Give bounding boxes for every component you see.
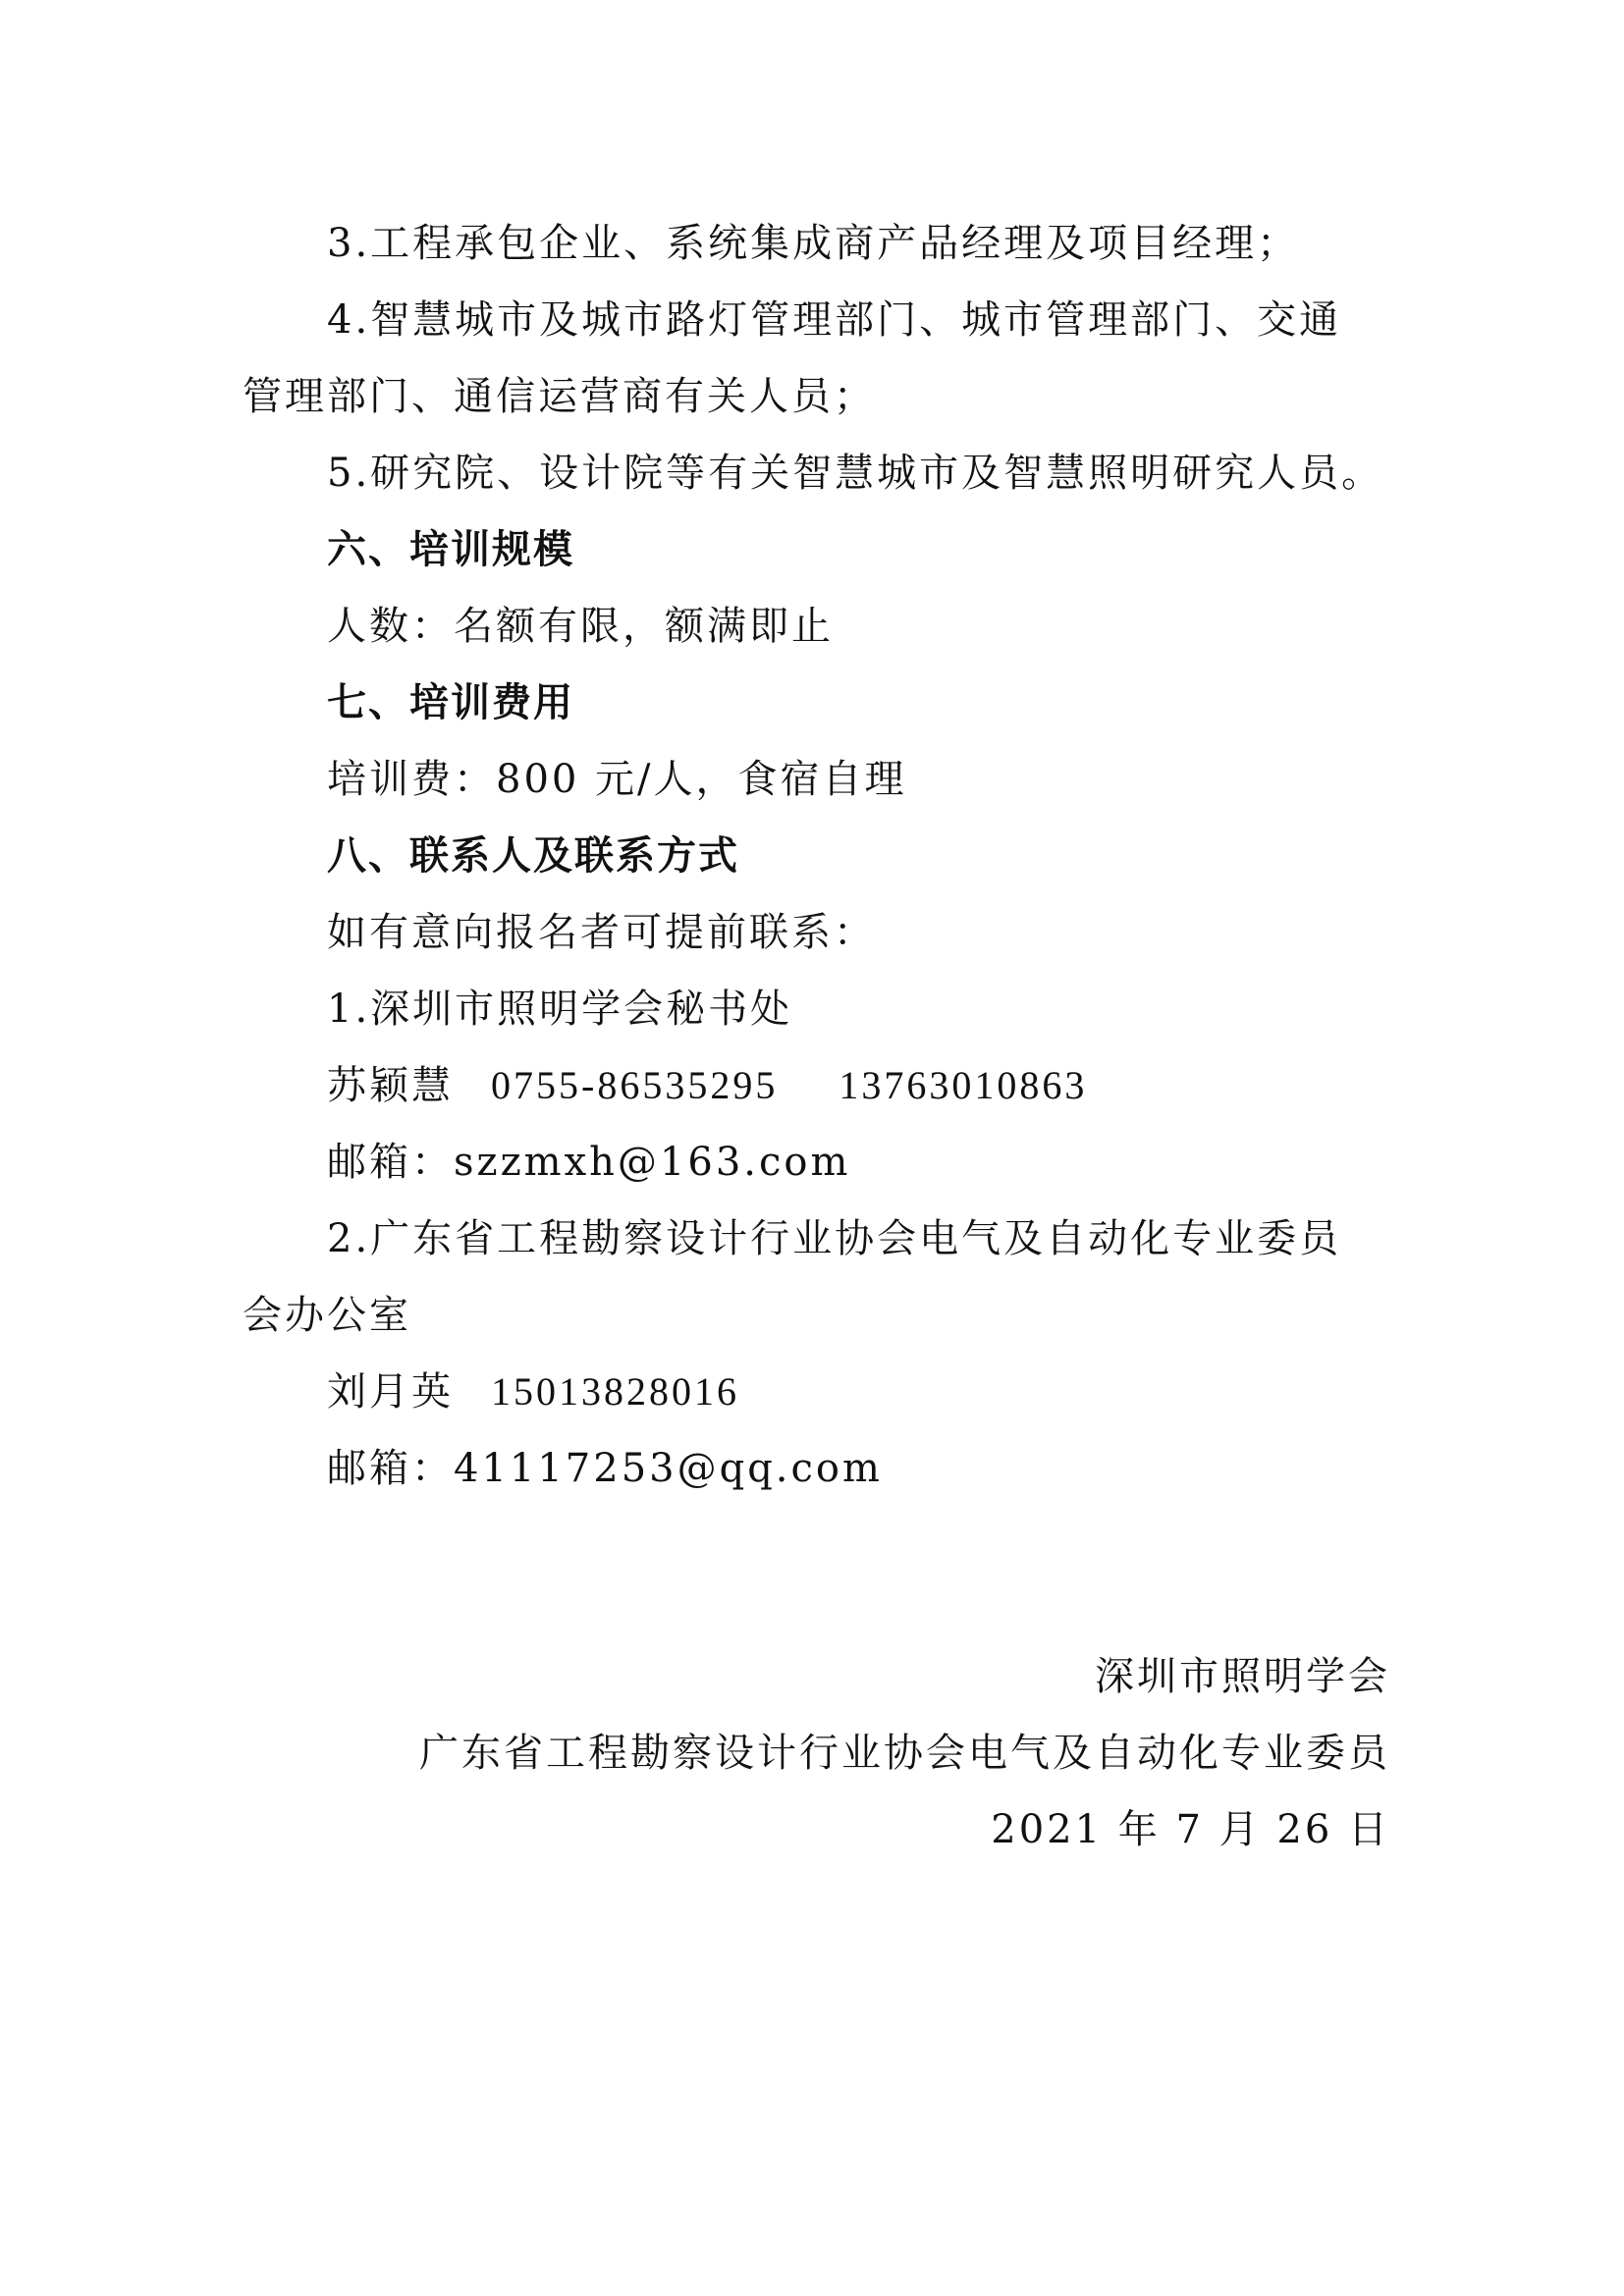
- section-6-content: 人数：名额有限，额满即止: [327, 604, 834, 649]
- contact-2-org-line-1: 2.广东省工程勘察设计行业协会电气及自动化专业委员: [327, 1216, 1342, 1261]
- contact-1-email: 邮箱：szzmxh@163.com: [327, 1140, 851, 1185]
- contact-2-org-line-2: 会办公室: [243, 1293, 411, 1338]
- list-item-4-line-1: 4.智慧城市及城市路灯管理部门、城市管理部门、交通: [327, 297, 1342, 343]
- contact-2-email: 邮箱：41117253@qq.com: [327, 1446, 883, 1491]
- contact-1-mobile: 13763010863: [839, 1063, 1088, 1107]
- list-item-5: 5.研究院、设计院等有关智慧城市及智慧照明研究人员。: [327, 451, 1384, 496]
- list-item-3: 3.工程承包企业、系统集成商产品经理及项目经理；: [327, 221, 1300, 266]
- contact-1-phone: 0755-86535295: [491, 1063, 779, 1107]
- signature-date: 2021 年 7 月 26 日: [991, 1807, 1390, 1852]
- contact-2-mobile: 15013828016: [491, 1369, 739, 1414]
- section-7-content: 培训费：800 元/人，食宿自理: [327, 757, 907, 802]
- list-item-4-line-2: 管理部门、通信运营商有关人员；: [243, 374, 876, 419]
- contact-2-name: 刘月英: [327, 1369, 454, 1415]
- section-7-heading: 七、培训费用: [327, 680, 574, 725]
- signature-org-1: 深圳市照明学会: [1095, 1654, 1390, 1699]
- signature-org-2: 广东省工程勘察设计行业协会电气及自动化专业委员: [419, 1731, 1390, 1776]
- section-6-heading: 六、培训规模: [327, 527, 574, 572]
- section-8-intro: 如有意向报名者可提前联系：: [327, 910, 876, 955]
- section-8-heading: 八、联系人及联系方式: [327, 833, 739, 879]
- contact-1-details: [327, 1060, 1087, 1111]
- contact-1-org: 1.深圳市照明学会秘书处: [327, 987, 793, 1032]
- contact-1-name: 苏颖慧: [327, 1063, 454, 1108]
- contact-2-details: [327, 1366, 739, 1417]
